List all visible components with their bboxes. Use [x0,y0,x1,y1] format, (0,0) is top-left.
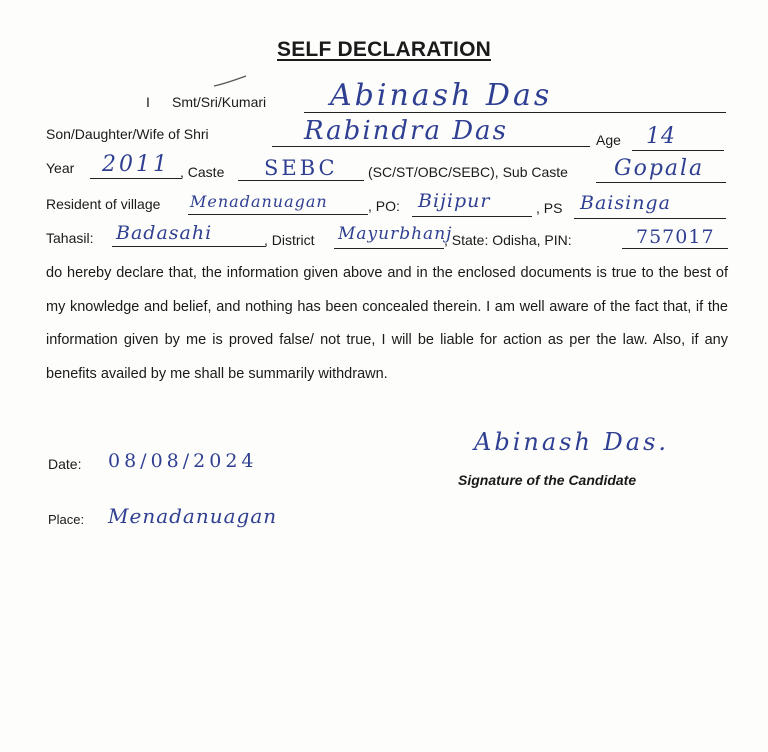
po-label: , PO: [368,198,400,214]
signature-value: Abinash Das. [474,428,670,456]
po-line [412,216,532,217]
age-label: Age [596,132,621,148]
tahasil-line [112,246,266,247]
signature-caption: Signature of the Candidate [458,472,637,488]
tick-mark-icon [210,72,250,96]
year-line [90,178,182,179]
caste-line [238,180,364,181]
pin-value: 757017 [636,226,715,248]
name-line [304,112,726,113]
village-value: Menadanuagan [190,192,328,211]
year-value: 2011 [102,152,170,177]
state-pin-label: , State: Odisha, PIN: [444,232,572,248]
ps-label: , PS [536,200,563,216]
ps-line [574,218,726,219]
age-value: 14 [646,124,676,149]
sub-caste-value: Gopala [614,156,705,181]
place-value: Menadanuagan [108,504,278,528]
village-line [188,214,368,215]
caste-value: SEBC [264,156,338,180]
relation-label: Son/Daughter/Wife of Shri [46,126,209,142]
father-name-line [272,146,590,147]
district-label: , District [264,232,315,248]
tahasil-value: Badasahi [116,222,213,244]
district-line [334,248,444,249]
caste-options-label: (SC/ST/OBC/SEBC), Sub Caste [368,164,568,180]
place-label: Place: [48,512,85,527]
page-title: SELF DECLARATION [277,38,491,61]
declaration-text: do hereby declare that, the information given above and in the enclosed documents is true to the best of my knowledge and belief, and nothing has been concealed therein. I am well aware of the fact that, if the information given by me is proved false/ not true, I will be liable for action as per the law. Also, if any benefits availed by me shall be summarily withdrawn. [46,265,728,382]
name-value: Abinash Das [330,78,553,113]
pin-line [622,248,728,249]
caste-label: , Caste [180,164,225,180]
age-line [632,150,724,151]
village-label: Resident of village [46,196,161,212]
father-name-value: Rabindra Das [304,116,508,146]
ps-value: Baisinga [580,192,671,214]
salutation-label: Smt/Sri/Kumari [172,94,267,110]
date-label: Date: [48,456,82,472]
year-label: Year [46,160,75,176]
date-value: 08/08/2024 [108,450,258,472]
district-value: Mayurbhanj [338,224,453,244]
tahasil-label: Tahasil: [46,230,94,246]
sub-caste-line [596,182,726,183]
po-value: Bijipur [418,190,491,212]
pronoun-label: I [146,94,150,110]
